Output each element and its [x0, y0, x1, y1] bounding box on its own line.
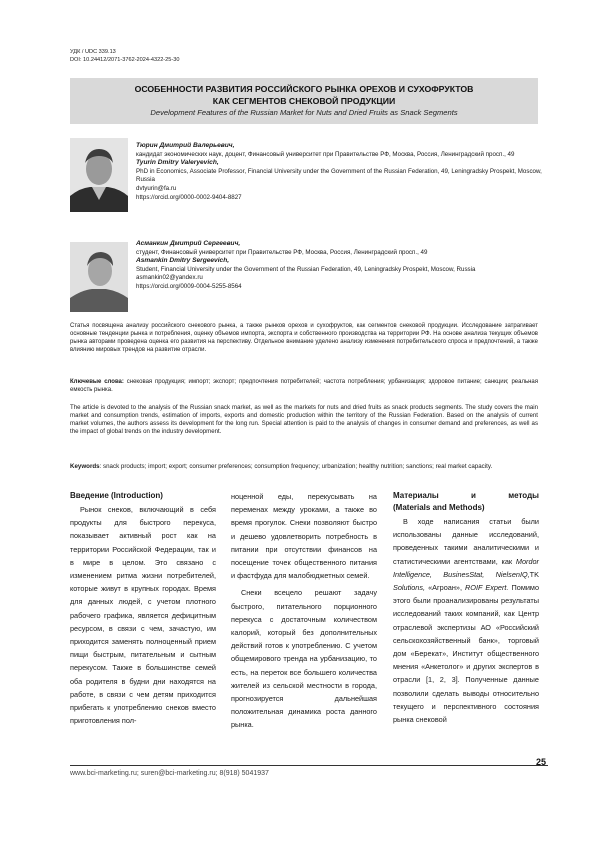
text-run: TK — [529, 569, 539, 579]
author-name-en: Tyurin Dmitry Valeryevich, — [136, 159, 219, 167]
udc-code: УДК / UDC 339.13 — [70, 49, 116, 55]
page-number: 25 — [536, 757, 547, 767]
keywords-ru — [70, 378, 538, 394]
keywords-en-label: Keywords — [70, 463, 100, 470]
author-bio-en: PhD in Economics, Associate Professor, Financial University under the Government of the Russian Federation, 49, Leningradsky Prospekt, Moscow, Russia — [136, 167, 542, 184]
section-heading-introduction: Введение (Introduction) — [70, 491, 163, 500]
author-info-asmankin — [136, 240, 546, 292]
text-run: В ходе написания статьи были использованы данные исследований, проведенных такими аналитическими и статистическими агентствами, как — [393, 517, 539, 566]
footer-divider — [70, 765, 548, 766]
author-bio-ru: кандидат экономических наук, доцент, Финансовый университет при Правительстве РФ, Москва, Россия, Ленинградский просп., 49 — [136, 150, 515, 158]
author-email[interactable]: asmankin02@yandex.ru — [136, 274, 203, 282]
title-en: Development Features of the Russian Market for Nuts and Dried Fruits as Snack Segments — [150, 108, 458, 117]
body-paragraph — [393, 515, 539, 726]
author-photo-tyurin — [70, 138, 128, 212]
body-column-2 — [231, 490, 377, 732]
doi[interactable]: DOI: 10.24412/2071-3762-2024-4322-25-30 — [70, 57, 180, 63]
author-orcid[interactable]: https://orcid.org/0009-0004-5255-8564 — [136, 282, 242, 290]
section-heading-materials-en: (Materials and Methods) — [393, 503, 485, 512]
author-info-tyurin — [136, 142, 546, 202]
abstract-ru: Статья посвящена анализу российского снекового рынка, а также рынков орехов и сухофруктов, как сегментов снековой продукции. Исследование затрагивает основные тенденции рынка и потребления, оценку объемов импорта, экспорта и собственного производства на территории РФ. На основе анализа текущих объемов рынка авторами проведена оценка его развития на перспективу. Отдельное внимание уделено анализу изменения потребительского спроса и предпочтений, а также влиянию мировых трендов на развитие отрасли. — [70, 323, 538, 354]
author-email[interactable]: dvtyurin@fa.ru — [136, 184, 177, 192]
text-run-italic: ROIF Expert. — [465, 583, 509, 593]
keywords-en-text: : snack products; import; export; consumer preferences; consumption frequency; urbanization; healthy nutrition; sanctions; real market capacity. — [99, 463, 493, 470]
author-name-en: Asmankin Dmitry Sergeevich, — [136, 257, 230, 265]
keywords-ru-text: снековая продукция; импорт; экспорт; предпочтения потребителей; частота потребления; урбанизация; здоровое питание; санкции; реальная емкость рынка. — [70, 379, 538, 394]
author-name-ru: Асманкин Дмитрий Сергеевич, — [136, 240, 241, 247]
body-paragraph: ноценной еды, перекусывать на переменах между уроками, а также во время прогулок. Снеки позволяют быстро и дешево удовлетворить потребность в питании при отсутствии финансов на посещение точек общественного питания и фастфуда для малобюджетных семей. — [231, 492, 377, 581]
text-run: Помимо этого были проанализированы результаты исследований таких компаний, как Центр отраслевой экспертизы АО «Российский сельскохозяйственный банк», торговый дом «Берекат», Институт общественного мнения «Анкетолог» и других экспертов в отрасли [1, 2, 3]. Полученные данные позволили сделать выводы относительно текущего и перспективного состояния рынка снековой — [393, 583, 539, 725]
section-heading-materials — [393, 490, 539, 502]
body-column-1 — [70, 490, 216, 727]
author-bio-ru: студент, Финансовый университет при Правительстве РФ, Москва, Россия, Ленинградский просп., 49 — [136, 248, 428, 256]
text-run-italic: Solutions, — [393, 583, 426, 593]
body-column-3 — [393, 490, 539, 726]
abstract-en: The article is devoted to the analysis of the Russian snack market, as well as the markets for nuts and dried fruits as snack products segments. The study covers the main market and consumption trends, estimation of imports, exports and domestic production within the territory of the Russian Federation. Based on the analysis of current market volumes, the authors assess its development for the long run. Special attention is paid to the analysis of changes in consumer demand and preferences, as well as the impact of global trends on the industry development. — [70, 404, 538, 436]
udc-doi-block — [70, 48, 179, 64]
title-ru-line2: КАК СЕГМЕНТОВ СНЕКОВОЙ ПРОДУКЦИИ — [212, 95, 396, 106]
keywords-ru-label: Ключевые слова: — [70, 379, 124, 385]
author-name-ru: Тюрин Дмитрий Валерьевич, — [136, 142, 235, 149]
body-paragraph: Рынок снеков, включающий в себя продукты для быстрого перекуса, показывает активный рост как на территории Российской Федерации, так и в мире в целом. Это связано с изменением ритма жизни потребителей, которые живут в крупных городах. Время для данных людей, с учетом плотного рабочего графика, является дефицитным ресурсом, в связи с чем, зачастую, им приходится заменять полноценный прием пищи быстрым, питательным и сытным перекусом. Также в большинстве семей оба родителя в будни дни находятся на работе, в связи с чем детям приходится прибегать к употреблению снеков вместо приготовления пол- — [70, 505, 216, 726]
keywords-en — [70, 463, 538, 471]
text-run-italic: Mordor Intelligence, BusinesStat, NielsenIQ, — [393, 556, 539, 579]
body-paragraph: Снеки всецело решают задачу быстрого, питательного порционного перекуса с достаточным количеством калорий, который без дополнительных действий готов к употреблению. С учетом общемирового тренда на урбанизацию, то есть, на переток все большего количества жителей из сельской местности в города, прогнозируется дальнейшая положительная динамика роста данного рынка. — [231, 588, 377, 730]
article-title-band — [70, 78, 538, 124]
heading-word: Материалы — [393, 491, 439, 500]
author-bio-en: Student, Financial University under the Government of the Russian Federation, 49, Leningradsky Prospekt, Moscow, Russia — [136, 265, 476, 273]
heading-word: методы — [508, 491, 539, 500]
title-ru-line1: ОСОБЕННОСТИ РАЗВИТИЯ РОССИЙСКОГО РЫНКА ОРЕХОВ И СУХОФРУКТОВ — [134, 84, 474, 94]
text-run: «Агроан», — [425, 583, 466, 593]
footer-contacts[interactable]: www.bci-marketing.ru; suren@bci-marketing.ru; 8(918) 5041937 — [70, 770, 269, 777]
author-orcid[interactable]: https://orcid.org/0000-0002-9404-8827 — [136, 193, 242, 201]
heading-word: и — [471, 491, 476, 500]
author-photo-asmankin — [70, 242, 128, 312]
